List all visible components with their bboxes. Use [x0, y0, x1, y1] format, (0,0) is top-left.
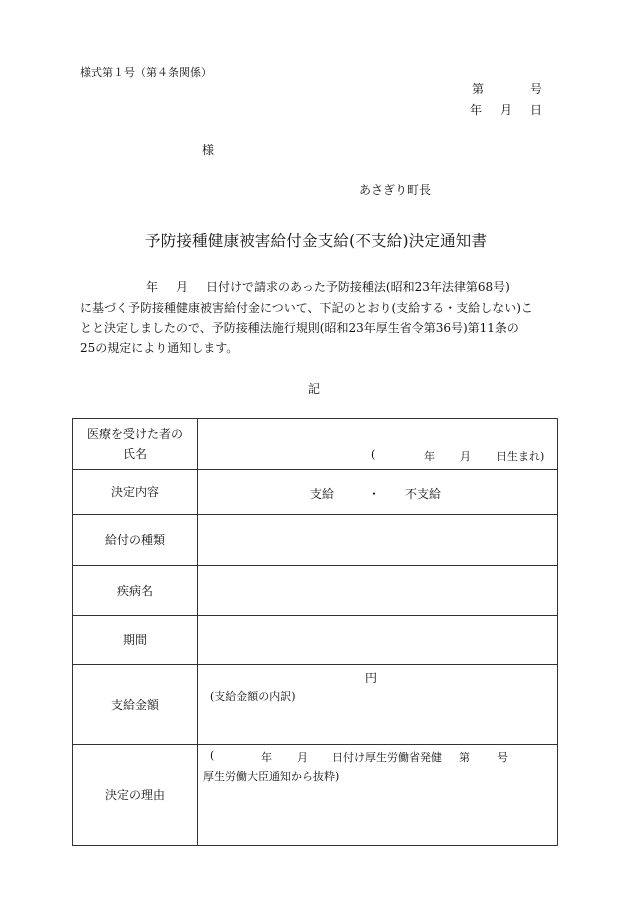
date-month: 月 — [500, 103, 513, 117]
value-benefit-type[interactable] — [198, 515, 558, 566]
payment-breakdown-label: (支給金額の内訳) — [210, 690, 296, 703]
issuer-name: あさぎり町長 — [359, 183, 432, 197]
body-year: 年 — [146, 280, 159, 294]
body-line-4: 25の規定により通知します。 — [80, 341, 239, 355]
body-line-2: に基づく予防接種健康被害給付金について、下記のとおり(支給する・支給しない)こ — [80, 301, 533, 315]
row-period — [73, 616, 558, 665]
addressee-suffix: 様 — [202, 143, 215, 157]
value-disease-name[interactable] — [198, 566, 558, 616]
row-payment-amount — [73, 665, 558, 745]
body-month: 月 — [176, 280, 189, 294]
row-decision — [73, 470, 558, 515]
reason-line1-rest: 日付け厚生労働省発健 — [332, 751, 442, 764]
value-decision-reason[interactable] — [198, 745, 558, 846]
row-disease-name — [73, 566, 558, 616]
date-year: 年 — [470, 103, 483, 117]
label-recipient-name — [73, 419, 198, 470]
label-period: 期間 — [73, 616, 198, 665]
ki-heading: 記 — [308, 382, 321, 396]
document-title: 予防接種健康被害給付金支給(不支給)決定通知書 — [145, 232, 488, 250]
decision-table — [72, 418, 558, 846]
form-number: 様式第１号（第４条関係） — [80, 66, 212, 79]
label-benefit-type: 給付の種類 — [73, 515, 198, 566]
reason-go: 号 — [497, 751, 508, 764]
value-period[interactable] — [198, 616, 558, 665]
doc-number-dai: 第 — [472, 82, 485, 96]
reason-year: 年 — [261, 751, 272, 764]
birth-month: 月 — [460, 450, 471, 463]
option-grant[interactable]: 支給 — [310, 487, 335, 501]
body-paragraph — [80, 277, 550, 358]
value-decision — [198, 470, 558, 515]
body-line-1 — [80, 277, 550, 297]
label-payment-amount: 支給金額 — [73, 665, 198, 745]
birth-year: 年 — [424, 450, 435, 463]
label-disease-name: 疾病名 — [73, 566, 198, 616]
value-payment-amount[interactable] — [198, 665, 558, 745]
option-separator: ・ — [368, 487, 381, 501]
reason-month: 月 — [297, 751, 308, 764]
option-no-grant[interactable]: 不支給 — [405, 487, 442, 501]
reason-open-paren: ( — [210, 749, 215, 762]
row-decision-reason — [73, 745, 558, 846]
value-recipient-name[interactable] — [198, 419, 558, 470]
label-decision-reason: 決定の理由 — [73, 745, 198, 846]
label-decision: 決定内容 — [73, 470, 198, 515]
date-day: 日 — [530, 103, 543, 117]
label-recipient-line2: 氏名 — [122, 447, 147, 461]
doc-number-go: 号 — [530, 82, 543, 96]
body-line-3: とと決定しましたので、予防接種法施行規則(昭和23年厚生省令第36号)第11条の — [80, 321, 519, 335]
birth-suffix: 日生まれ) — [496, 450, 545, 463]
reason-dai: 第 — [459, 751, 470, 764]
row-benefit-type — [73, 515, 558, 566]
row-recipient-name — [73, 419, 558, 470]
birth-open-paren: ( — [371, 448, 376, 461]
label-recipient-line1: 医療を受けた者の — [86, 427, 183, 441]
reason-line2: 厚生労働大臣通知から抜粋) — [203, 770, 340, 783]
yen-unit: 円 — [365, 671, 378, 685]
body-line-1-rest: 日付けで請求のあった予防接種法(昭和23年法律第68号) — [206, 280, 510, 294]
